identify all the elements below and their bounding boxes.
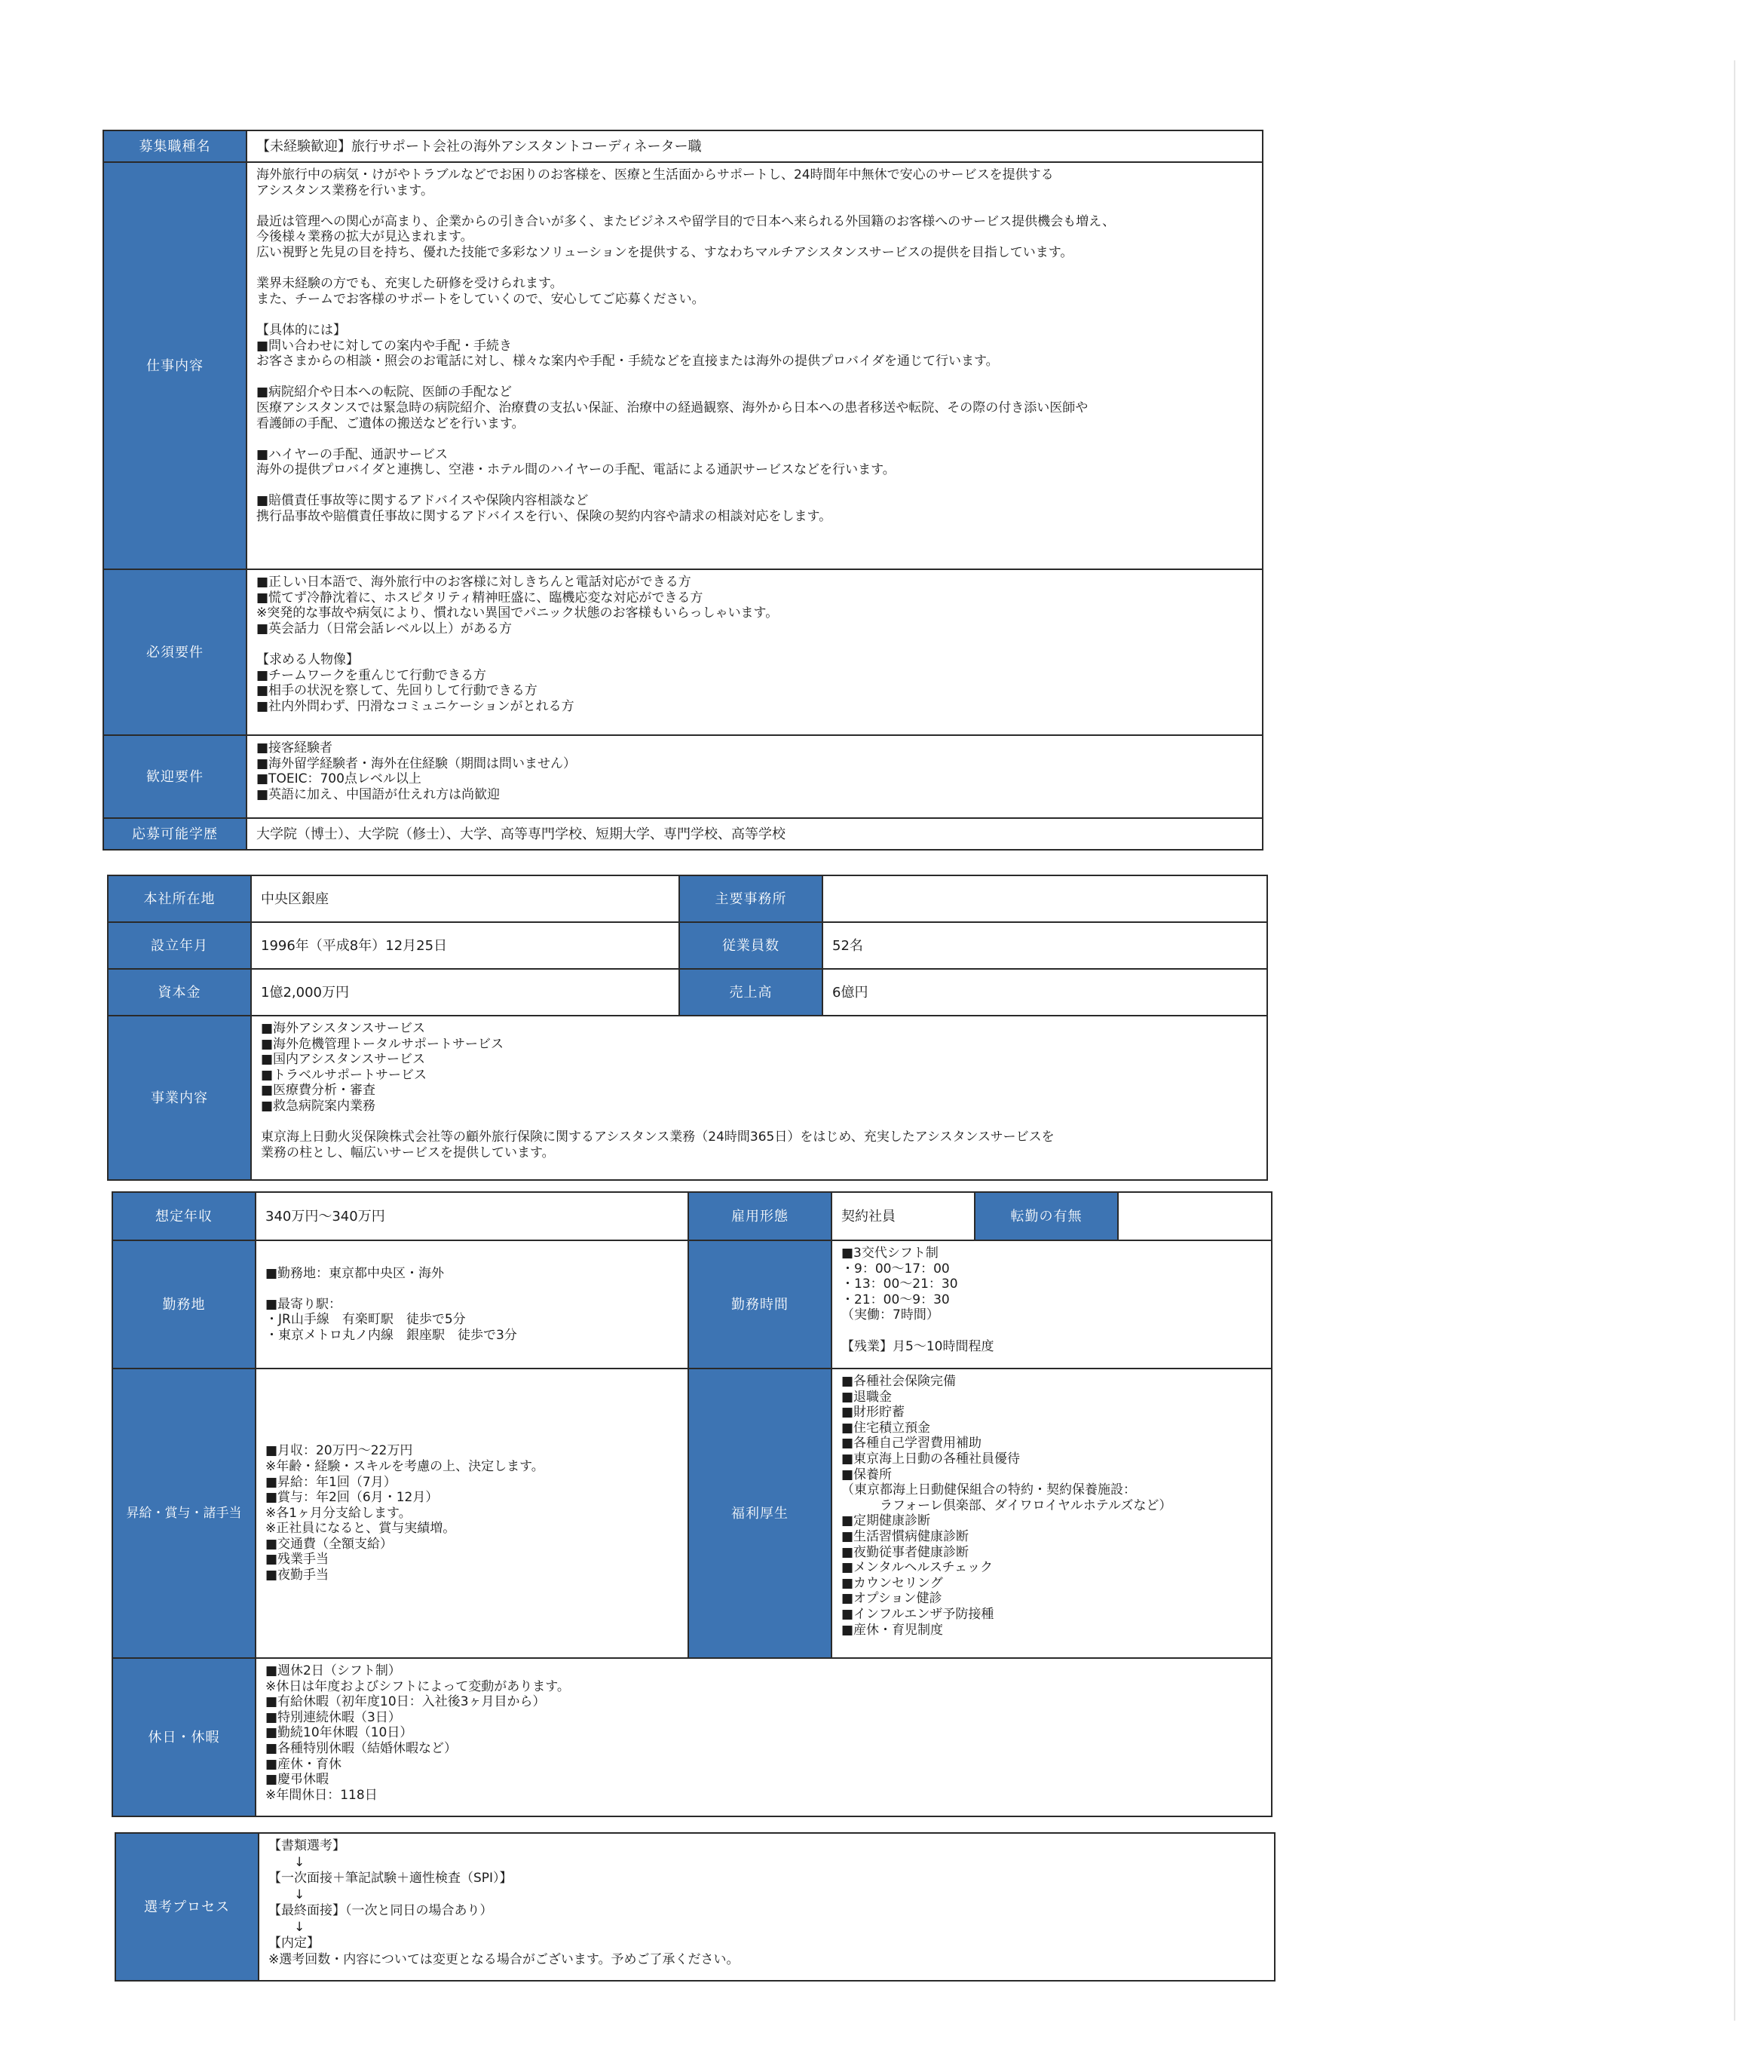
welcome-text: ■接客経験者 ■海外留学経験者・海外在住経験（期間は問いません） ■TOEIC：700点レベル以上 ■英語に加え、中国語が仕えれ方は尚歓迎 [247,735,1263,818]
conditions-table [112,1191,1272,1817]
main-office-label: 主要事務所 [679,875,822,922]
pay-text: ■月収：20万円〜22万円 ※年齢・経験・スキルを考慮の上、決定します。 ■昇給：年1回（7月） ■賞与：年2回（6月・12月） ※各1ヶ月分支給します。 ※正社員になると、賞与実績増。 ■交通費（全額支給） ■残業手当 ■夜勤手当 [256,1369,688,1658]
welfare-label: 福利厚生 [688,1369,831,1658]
required-label: 必須要件 [103,569,247,735]
holiday-text: ■週休2日（シフト制） ※休日は年度およびシフトによって変動があります。 ■有給休暇（初年度10日：入社後3ヶ月目から） ■特別連続休暇（3日） ■勤続10年休暇（10日） ■各種特別休暇（結婚休暇など） ■産休・育休 ■慶弔休暇 ※年間休日：118日 [256,1658,1272,1816]
job-title-value: 【未経験歓迎】旅行サポート会社の海外アシスタントコーディネーター職 [247,130,1263,162]
job-table [103,130,1263,851]
transfer-label: 転勤の有無 [975,1192,1118,1240]
process-label: 選考プロセス [115,1833,259,1981]
scan-edge-line [1734,60,1735,2021]
founded-label: 設立年月 [108,922,251,969]
job-title-label: 募集職種名 [103,130,247,162]
salary-label: 想定年収 [112,1192,256,1240]
holiday-label: 休日・休暇 [112,1658,256,1816]
business-text: ■海外アシスタンスサービス ■海外危機管理トータルサポートサービス ■国内アシスタンスサービス ■トラベルサポートサービス ■医療費分析・審査 ■救急病院案内業務 東京海上日動火災保険株式会社等の顧外旅行保険に関するアシスタンス業務（24時間365日）をはじめ、充実したアシスタンスサービスを 業務の柱とし、幅広いサービスを提供しています。 [251,1016,1267,1180]
work-content-text: 海外旅行中の病気・けがやトラブルなどでお困りのお客様を、医療と生活面からサポートし、24時間年中無休で安心のサービスを提供する アシスタンス業務を行います。 最近は管理への関心が高まり、企業からの引き合いが多く、またビジネスや留学目的で日本へ来られる外国籍のお客様へのサービス提供機会も増え、 今後様々業務の拡大が見込まれます。 広い視野と先見の目を持ち、優れた技能で多彩なソリューションを提供する、すなわちマルチアシスタンスサービスの提供を目指しています。 業界未経験の方でも、充実した研修を受けられます。 また、チームでお客様のサポートをしていくので、安心してご応募ください。 【具体的には】 ■問い合わせに対しての案内や手配・手続き お客さまからの相談・照会のお電話に対し、様々な案内や手配・手続などを直接または海外の提供プロバイダを通じて行います。 ■病院紹介や日本への転院、医師の手配など 医療アシスタンスでは緊急時の病院紹介、治療費の支払い保証、治療中の経過観察、海外から日本への患者移送や転院、その際の付き添い医師や 看護師の手配、ご遺体の搬送などを行います。 ■ハイヤーの手配、通訳サービス 海外の提供プロバイダと連携し、空港・ホテル間のハイヤーの手配、電話による通訳サービスなどを行います。 ■賠償責任事故等に関するアドバイスや保険内容相談など 携行品事故や賠償責任事故に関するアドバイスを行い、保険の契約内容や請求の相談対応をします。 [247,162,1263,569]
employment-value: 契約社員 [831,1192,975,1240]
sales-label: 売上高 [679,969,822,1016]
location-text: ■勤務地：東京都中央区・海外 ■最寄り駅： ・JR山手線 有楽町駅 徒歩で5分 ・東京メトロ丸ノ内線 銀座駅 徒歩で3分 [256,1240,688,1369]
process-text: 【書類選考】 ↓ 【一次面接＋筆記試験＋適性検査（SPI）】 ↓ 【最終面接】（一次と同日の場合あり） ↓ 【内定】 ※選考回数・内容については変更となる場合がございます。予めご了承ください。 [259,1833,1275,1981]
salary-value: 340万円〜340万円 [256,1192,688,1240]
hours-label: 勤務時間 [688,1240,831,1369]
hq-label: 本社所在地 [108,875,251,922]
company-table [107,875,1268,1181]
required-text: ■正しい日本語で、海外旅行中のお客様に対しきちんと電話対応ができる方 ■慌てず冷静沈着に、ホスピタリティ精神旺盛に、臨機応変な対応ができる方 ※突発的な事故や病気により、慣れない異国でパニック状態のお客様もいらっしゃいます。 ■英会話力（日常会話レベル以上）がある方 【求める人物像】 ■チームワークを重んじて行動できる方 ■相手の状況を察して、先回りして行動できる方 ■社内外問わず、円滑なコミュニケーションがとれる方 [247,569,1263,735]
education-label: 応募可能学歴 [103,818,247,850]
education-text: 大学院（博士）、大学院（修士）、大学、高等専門学校、短期大学、専門学校、高等学校 [247,818,1263,850]
hours-text: ■3交代シフト制 ・9：00〜17：00 ・13：00〜21：30 ・21：00〜9：30 （実働：7時間） 【残業】月5〜10時間程度 [831,1240,1272,1369]
capital-label: 資本金 [108,969,251,1016]
work-content-label: 仕事内容 [103,162,247,569]
process-table [115,1832,1276,1982]
welfare-text: ■各種社会保険完備 ■退職金 ■財形貯蓄 ■住宅積立預金 ■各種自己学習費用補助 ■東京海上日動の各種社員優待 ■保養所 （東京都海上日動健保組合の特約・契約保養施設： ラフォーレ倶楽部、ダイワロイヤルホテルズなど） ■定期健康診断 ■生活習慣病健康診断 ■夜勤従事者健康診断 ■メンタルヘルスチェック ■カウンセリング ■オプション健診 ■インフルエンザ予防接種 ■産休・育児制度 [831,1369,1272,1658]
capital-value: 1億2,000万円 [251,969,679,1016]
welcome-label: 歓迎要件 [103,735,247,818]
sales-value: 6億円 [822,969,1267,1016]
transfer-value [1118,1192,1272,1240]
employees-label: 従業員数 [679,922,822,969]
hq-value: 中央区銀座 [251,875,679,922]
location-label: 勤務地 [112,1240,256,1369]
pay-label: 昇給・賞与・諸手当 [112,1369,256,1658]
main-office-value [822,875,1267,922]
founded-value: 1996年（平成8年）12月25日 [251,922,679,969]
employees-value: 52名 [822,922,1267,969]
employment-label: 雇用形態 [688,1192,831,1240]
business-label: 事業内容 [108,1016,251,1180]
